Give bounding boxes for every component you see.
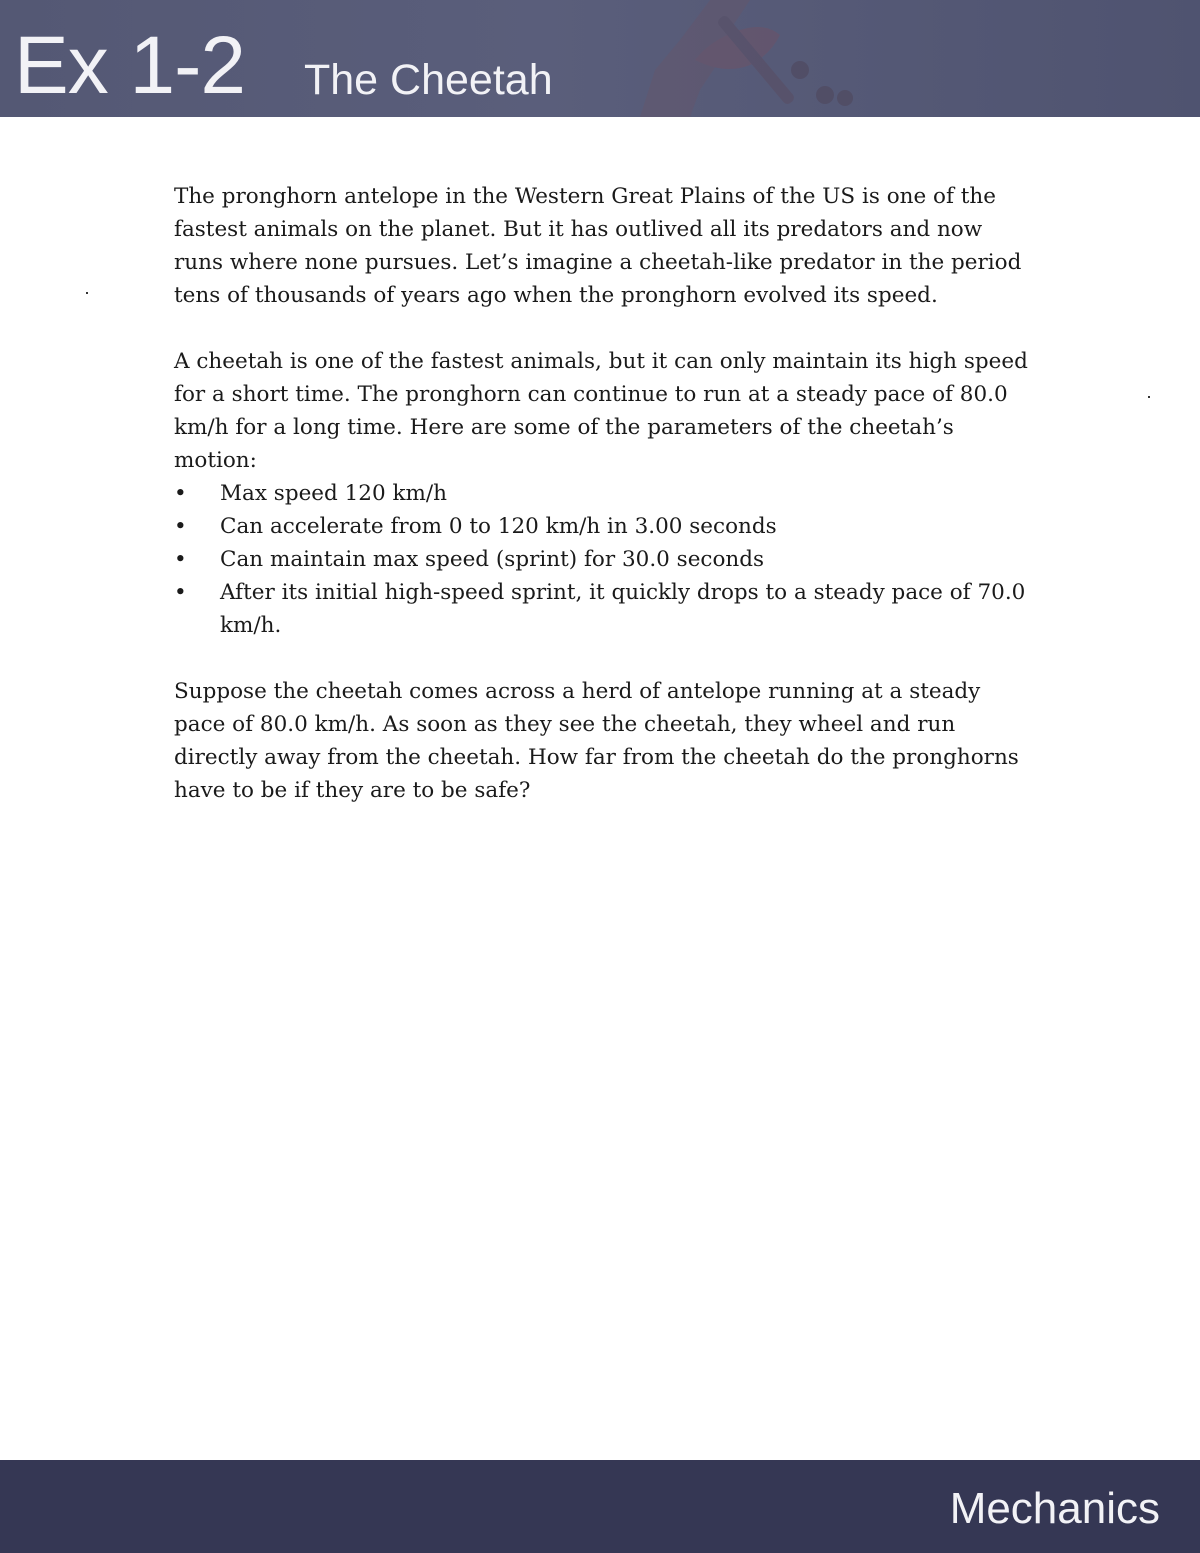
subject-label: Mechanics [949,1484,1160,1533]
problem-statement [174,180,1034,807]
list-item [174,576,1034,642]
list-item [174,510,1034,543]
list-item-text: After its initial high-speed sprint, it quickly drops to a steady pace of 70.0 km/h. [220,580,1026,638]
bullet-icon: • [174,514,187,539]
bullet-icon: • [174,547,187,572]
intro-paragraph: The pronghorn antelope in the Western Great Plains of the US is one of the fastest animals on the planet. But it has outlived all its predators and now runs where none pursues. Let’s imagine a cheetah-like predator in the period tens of thousands of years ago when the pronghorn evolved its speed. [174,184,1022,308]
stray-mark [1148,396,1150,398]
cheetah-parameters-list [174,477,1034,642]
exercise-number: Ex 1-2 [14,20,245,111]
stray-mark [86,292,88,294]
list-item-text: Max speed 120 km/h [220,481,448,506]
bullet-icon: • [174,481,187,506]
list-item-text: Can accelerate from 0 to 120 km/h in 3.00 seconds [220,514,777,539]
cheetah-paragraph: A cheetah is one of the fastest animals, but it can only maintain its high speed for a short time. The pronghorn can continue to run at a steady pace of 80.0 km/h for a long time. Here are some of the parameters of the cheetah’s motion: [174,349,1028,473]
question-paragraph: Suppose the cheetah comes across a herd of antelope running at a steady pace of 80.0 km/h. As soon as they see the cheetah, they wheel and run directly away from the cheetah. How far from the cheetah do the pronghorns have to be if they are to be safe? [174,679,1019,803]
list-item [174,477,1034,510]
bullet-icon: • [174,580,187,605]
list-item [174,543,1034,576]
list-item-text: Can maintain max speed (sprint) for 30.0 seconds [220,547,765,572]
skateboarder-illustration [600,0,880,117]
footer-banner [0,1460,1200,1553]
header-banner [0,0,1200,117]
exercise-title: The Cheetah [304,56,553,104]
